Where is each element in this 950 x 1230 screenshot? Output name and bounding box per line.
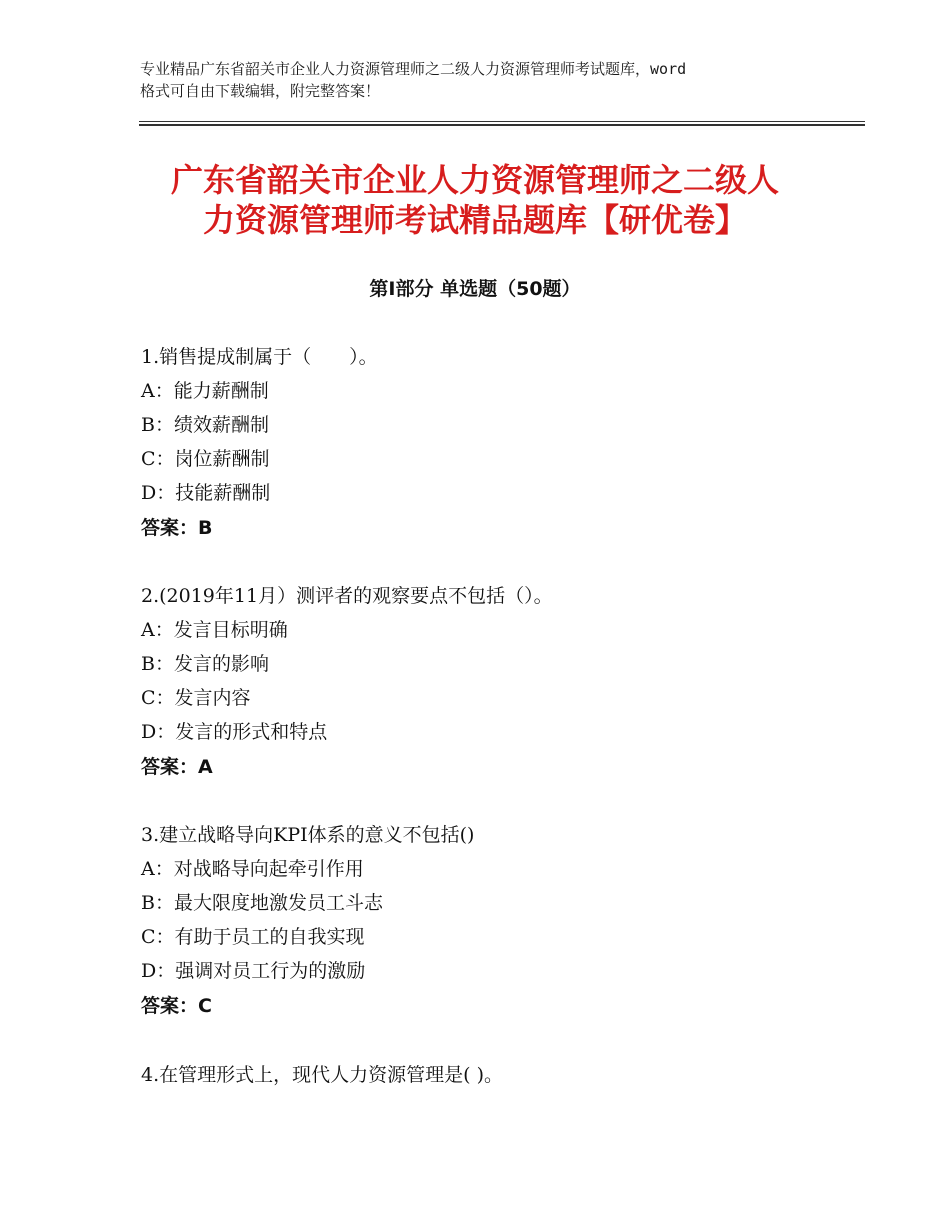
question-1-option-d: D：技能薪酬制 [141,482,271,504]
question-2-option-a: A：发言目标明确 [141,619,288,641]
question-3-answer: 答案：C [141,995,212,1017]
question-2-option-c: C：发言内容 [141,687,251,709]
question-3-option-c: C：有助于员工的自我实现 [141,926,365,948]
header-note [140,58,820,102]
question-1-stem: 1.销售提成制属于（ ）。 [141,346,378,368]
question-2-stem: 2.(2019年11月）测评者的观察要点不包括（）。 [141,585,553,607]
question-1-answer: 答案：B [141,517,213,539]
document-title [120,160,830,240]
question-3-option-a: A：对战略导向起牵引作用 [141,858,364,880]
title-line-2: 力资源管理师考试精品题库【研优卷】 [202,201,747,239]
question-2-answer: 答案：A [141,756,213,778]
question-2-option-b: B：发言的影响 [141,653,269,675]
header-divider-thick [139,124,865,126]
title-line-1: 广东省韶关市企业人力资源管理师之二级人 [170,161,779,199]
header-note-line-1: 专业精品广东省韶关市企业人力资源管理师之二级人力资源管理师考试题库，word [140,60,687,78]
question-1-option-c: C：岗位薪酬制 [141,448,270,470]
question-2-option-d: D：发言的形式和特点 [141,721,328,743]
question-4-stem: 4.在管理形式上，现代人力资源管理是( )。 [141,1064,503,1086]
question-3-option-b: B：最大限度地激发员工斗志 [141,892,383,914]
header-note-line-2: 格式可自由下载编辑，附完整答案！ [140,82,381,100]
section-heading: 第Ⅰ部分 单选题（50题） [369,278,581,300]
header-divider-thin [139,121,865,122]
question-3-stem: 3.建立战略导向KPI体系的意义不包括() [141,824,475,846]
question-1-option-a: A：能力薪酬制 [141,380,269,402]
question-1-option-b: B：绩效薪酬制 [141,414,269,436]
question-3-option-d: D：强调对员工行为的激励 [141,960,366,982]
